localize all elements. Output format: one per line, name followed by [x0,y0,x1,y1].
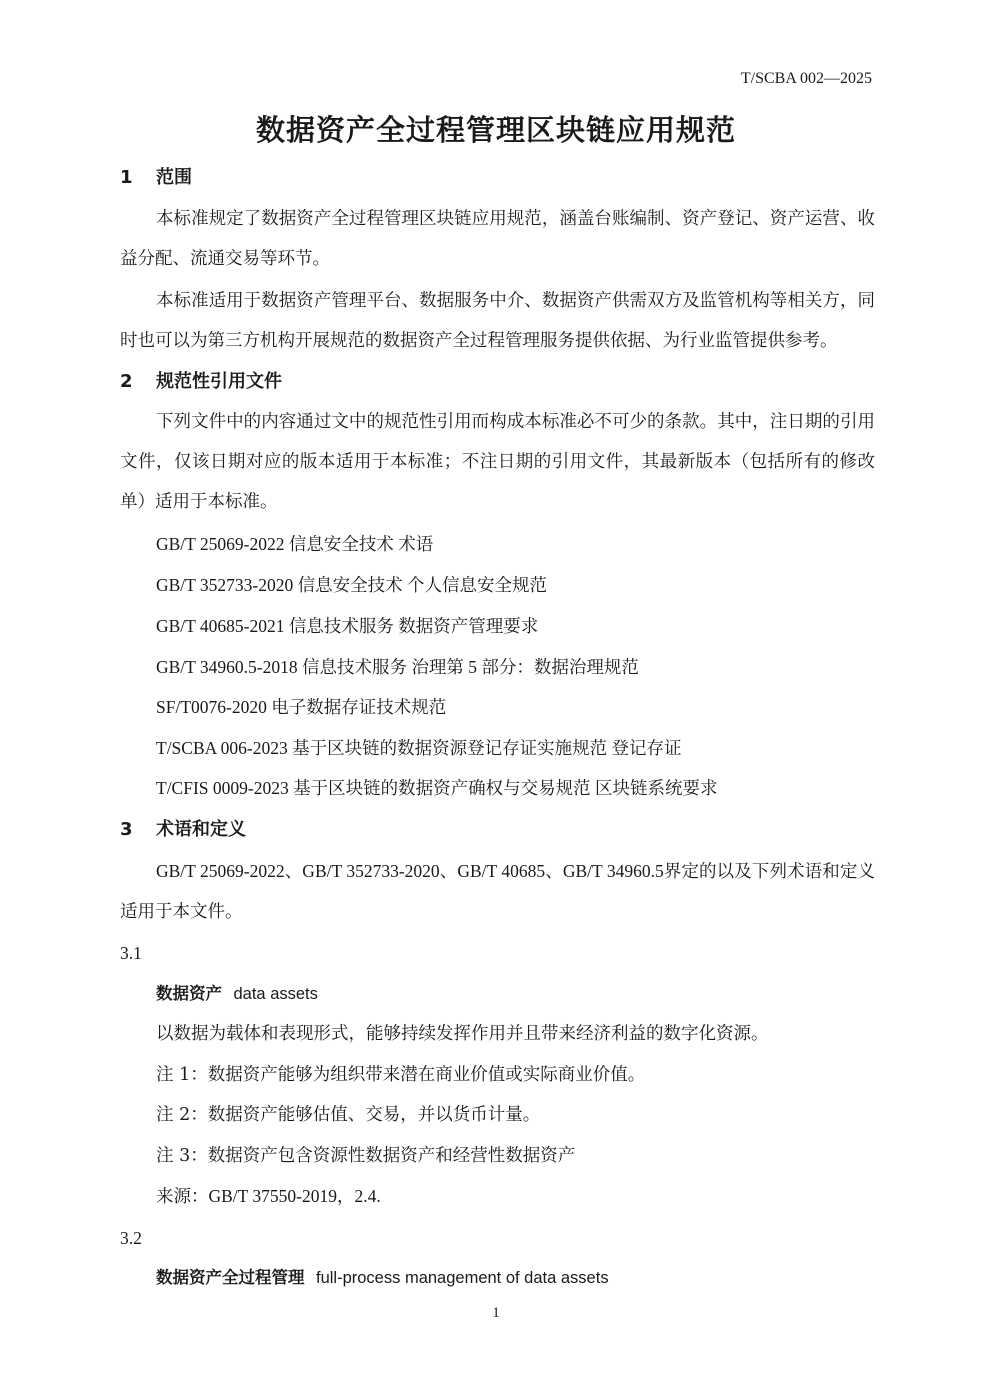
term-note: 注 2：数据资产能够估值、交易，并以货币计量。 [156,1105,541,1125]
section-title: 范围 [156,167,192,188]
section-number: 1 [120,167,133,188]
term-english: data assets [233,985,318,1003]
section-number: 2 [120,371,133,392]
reference-item: GB/T 34960.5-2018 信息技术服务 治理第 5 部分：数据治理规范 [156,657,639,677]
term-note: 注 1：数据资产能够为组织带来潜在商业价值或实际商业价值。 [156,1065,646,1085]
term-chinese: 数据资产全过程管理 [156,1268,305,1287]
section-title: 规范性引用文件 [156,371,282,392]
section-1-heading [120,158,875,198]
section-number: 3 [120,819,133,840]
term-definition: 以数据为载体和表现形式，能够持续发挥作用并且带来经济利益的数字化资源。 [156,1024,769,1044]
reference-item: GB/T 40685-2021 信息技术服务 数据资产管理要求 [156,616,539,636]
reference-item: SF/T0076-2020 电子数据存证技术规范 [156,697,447,717]
reference-item: T/SCBA 006-2023 基于区块链的数据资源登记存证实施规范 登记存证 [156,738,682,758]
term-number: 3.2 [120,1228,142,1248]
term-heading [120,974,911,1014]
document-title: 数据资产全过程管理区块链应用规范 [255,113,736,147]
term-note: 注 3：数据资产包含资源性数据资产和经营性数据资产 [156,1146,576,1166]
reference-item: GB/T 25069-2022 信息安全技术 术语 [156,534,434,554]
page-number: 1 [492,1305,500,1321]
document-number: T/SCBA 002—2025 [740,70,872,87]
reference-item: T/CFIS 0009-2023 基于区块链的数据资产确权与交易规范 区块链系统要求 [156,778,718,798]
scope-paragraph-2: 本标准适用于数据资产管理平台、数据服务中介、数据资产供需双方及监管机构等相关方，同时也可以为第三方机构开展规范的数据资产全过程管理服务提供依据、为行业监管提供参考。 [120,291,875,351]
section-2-heading [120,362,875,402]
term-heading [120,1258,911,1298]
term-chinese: 数据资产 [156,984,222,1003]
term-english: full-process management of data assets [316,1269,609,1287]
scope-paragraph-1: 本标准规定了数据资产全过程管理区块链应用规范，涵盖台账编制、资产登记、资产运营、收益分配、流通交易等环节。 [120,209,875,269]
term-number: 3.1 [120,943,142,963]
section-3-heading [120,810,875,850]
term-source: 来源：GB/T 37550-2019，2.4. [156,1186,381,1206]
section-title: 术语和定义 [156,819,246,840]
references-intro: 下列文件中的内容通过文中的规范性引用而构成本标准必不可少的条款。其中，注日期的引用文件，仅该日期对应的版本适用于本标准；不注日期的引用文件，其最新版本（包括所有的修改单）适用于本标准。 [120,412,875,512]
terms-intro: GB/T 25069-2022、GB/T 352733-2020、GB/T 40685、GB/T 34960.5界定的以及下列术语和定义适用于本文件。 [120,861,875,921]
reference-item: GB/T 352733-2020 信息安全技术 个人信息安全规范 [156,575,547,595]
